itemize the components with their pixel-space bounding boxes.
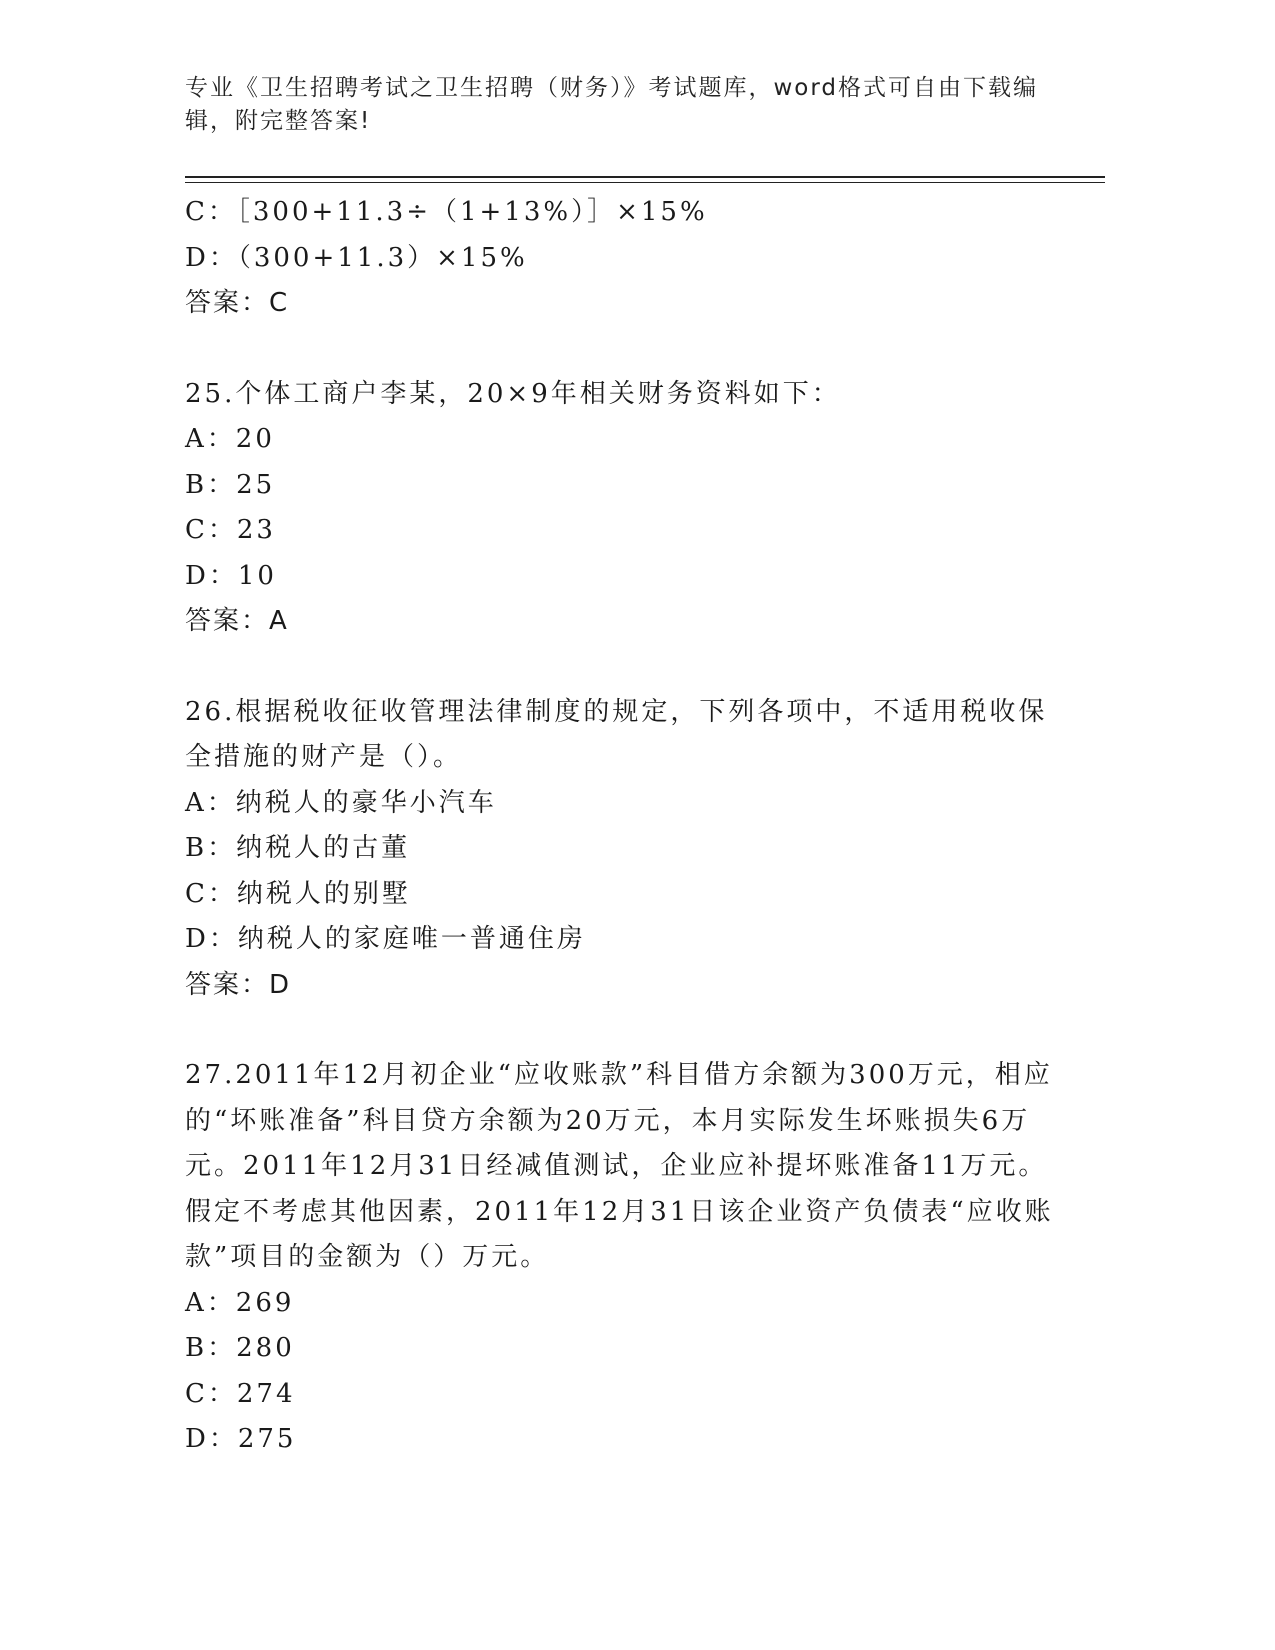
answer: 答案：C — [185, 288, 290, 318]
option-c: C：纳税人的别墅 — [185, 878, 411, 909]
header-divider — [185, 176, 1105, 183]
option-b: B：纳税人的古董 — [185, 833, 411, 863]
option-d: D：纳税人的家庭唯一普通住房 — [185, 924, 586, 954]
question-27: 27.2011年12月初企业“应收账款”科目借方余额为300万元，相应的“坏账准备”科目贷方余额为20万元，本月实际发生坏账损失6万元。2011年12月31日经减值测试，企业应补提坏账准备11万元。假定不考虑其他因素，2011年12月31日该企业资产负债表“应收账款”项目的金额为（）万元。 — [185, 1060, 1054, 1272]
answer: 答案：D — [185, 969, 292, 1000]
option-d: D：10 — [185, 560, 277, 591]
option-c: C：274 — [185, 1378, 296, 1409]
option-d: D：275 — [185, 1424, 297, 1454]
option-b: B：280 — [185, 1333, 295, 1363]
answer: 答案：A — [185, 606, 289, 636]
document-header: 专业《卫生招聘考试之卫生招聘（财务）》考试题库，word格式可自由下载编辑，附完整答案! — [185, 75, 1039, 134]
question-25: 25.个体工商户李某，20×9年相关财务资料如下： — [185, 378, 841, 409]
question-gap — [185, 1008, 1055, 1053]
option-b: B：25 — [185, 469, 276, 500]
question-gap — [185, 645, 1055, 690]
option-a: A：纳税人的豪华小汽车 — [185, 787, 497, 818]
document-content — [185, 190, 1055, 1463]
option-d: D：（300+11.3）×15% — [185, 242, 528, 273]
option-a: A：20 — [185, 424, 275, 454]
option-c: C：23 — [185, 515, 276, 545]
question-26: 26.根据税收征收管理法律制度的规定，下列各项中，不适用税收保全措施的财产是（）。 — [185, 696, 1048, 772]
option-a: A：269 — [185, 1287, 295, 1318]
question-gap — [185, 327, 1055, 372]
option-c: C：［300+11.3÷（1+13%）］×15% — [185, 197, 708, 227]
